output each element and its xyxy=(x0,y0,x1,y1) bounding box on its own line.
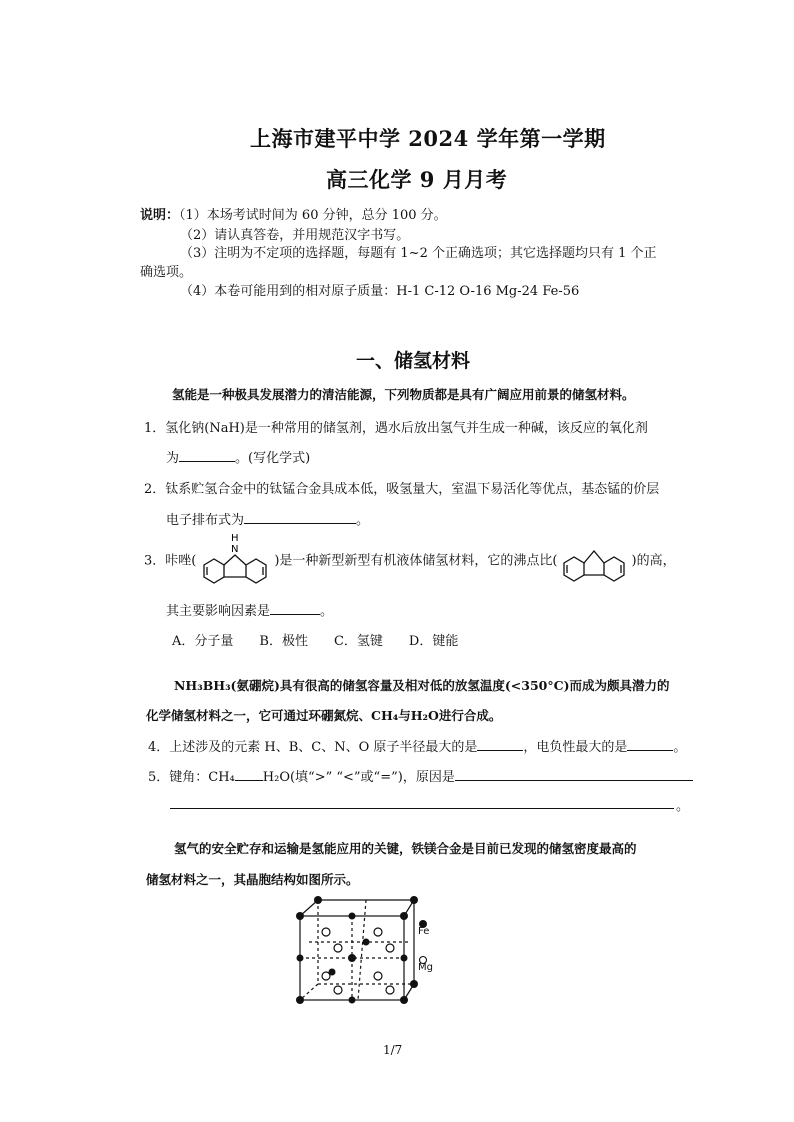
exam-title: 上海市建平中学 2024 学年第一学期 xyxy=(250,126,606,151)
answer-blank[interactable] xyxy=(455,766,693,781)
instruction-item: （1）本场考试时间为 60 分钟，总分 100 分。 xyxy=(179,208,447,223)
option-a[interactable]: A．分子量 xyxy=(172,634,234,649)
question-5 xyxy=(148,766,693,785)
option-d[interactable]: D．键能 xyxy=(408,634,459,649)
question-2-line-2 xyxy=(166,509,369,528)
question-4-part-3: 。 xyxy=(673,740,687,755)
answer-blank[interactable] xyxy=(270,600,320,615)
page-number: 1/7 xyxy=(383,1043,403,1057)
instruction-item: （3）注明为不定项的选择题，每题有 1~2 个正确选项；其它选择题均只有 1 个正 xyxy=(180,246,657,261)
question-3-part-3: )的高， xyxy=(631,553,676,569)
answer-blank[interactable] xyxy=(244,509,356,524)
question-1-line-1: 1．氢化钠(NaH)是一种常用的储氢剂，遇水后放出氢气并生成一种碱，该反应的氧化剂 xyxy=(144,421,648,436)
intro-paragraph-3-line-2: 储氢材料之一，其晶胞结构如图所示。 xyxy=(146,872,359,887)
section-title: 一、储氢材料 xyxy=(356,350,471,372)
question-3-options xyxy=(172,630,484,649)
question-3-line-2 xyxy=(166,600,333,619)
question-1-line-2 xyxy=(166,447,310,466)
fluorene-structure-icon xyxy=(558,533,632,589)
answer-blank[interactable] xyxy=(627,736,673,751)
instructions-label: 说明： xyxy=(140,208,180,223)
exam-subtitle: 高三化学 9 月月考 xyxy=(326,167,508,192)
question-1-prefix: 为 xyxy=(166,451,180,466)
question-3-prefix: 其主要影响因素是 xyxy=(166,604,271,619)
question-4-part-1: 4．上述涉及的元素 H、B、C、N、O 原子半径最大的是 xyxy=(148,740,478,755)
answer-blank[interactable] xyxy=(477,736,523,751)
question-1-suffix: 。(写化学式) xyxy=(235,451,311,466)
question-4 xyxy=(148,736,686,755)
nitrogen-label: N xyxy=(231,544,239,555)
legend-fe-label: Fe xyxy=(418,926,430,937)
answer-blank[interactable] xyxy=(179,447,235,462)
question-5-part-1: 5．键角：CH₄ xyxy=(148,770,235,785)
intro-paragraph-1: 氢能是一种极具发展潜力的清洁能源，下列物质都是具有广阔应用前景的储氢材料。 xyxy=(172,387,635,402)
question-2-suffix: 。 xyxy=(356,513,370,528)
answer-blank[interactable] xyxy=(235,766,263,781)
carbazole-structure-icon xyxy=(196,531,274,591)
instruction-item: （4）本卷可能用到的相对原子质量：H-1 C-12 O-16 Mg-24 Fe-56 xyxy=(180,284,580,299)
question-5-part-2: H₂O(填“>” “<”或“=”)，原因是 xyxy=(262,770,455,785)
question-4-part-2: ，电负性最大的是 xyxy=(523,740,628,755)
question-3-part-2: )是一种新型新型有机液体储氢材料，它的沸点比( xyxy=(274,553,558,569)
question-5-end: 。 xyxy=(676,799,690,814)
intro-paragraph-2-line-2: 化学储氢材料之一，它可通过环硼氮烷、CH₄与H₂O进行合成。 xyxy=(146,708,502,723)
intro-paragraph-3-line-1: 氢气的安全贮存和运输是氢能应用的关键，铁镁合金是目前已发现的储氢密度最高的 xyxy=(174,841,637,856)
answer-line[interactable] xyxy=(170,808,674,809)
intro-paragraph-2-line-1: NH₃BH₃(氨硼烷)具有很高的储氢容量及相对低的放氢温度(<350°C)而成为颇具潜力的 xyxy=(174,678,670,693)
question-2-line-1: 2．钛系贮氢合金中的钛锰合金具成本低，吸氢量大，室温下易活化等优点，基态锰的价层 xyxy=(144,482,660,497)
question-3-suffix: 。 xyxy=(320,604,334,619)
question-3-part-1: 3．咔唑( xyxy=(144,553,197,569)
hydrogen-label: H xyxy=(231,533,239,544)
legend-mg-label: Mg xyxy=(418,962,433,973)
option-c[interactable]: C．氢键 xyxy=(333,634,383,649)
instructions-line-1 xyxy=(140,204,447,223)
question-3-line-1 xyxy=(144,531,676,591)
question-2-prefix: 电子排布式为 xyxy=(166,513,245,528)
instruction-item: 确选项。 xyxy=(140,265,193,280)
option-b[interactable]: B．极性 xyxy=(259,634,308,649)
instruction-item: （2）请认真答卷，并用规范汉字书写。 xyxy=(180,228,410,243)
